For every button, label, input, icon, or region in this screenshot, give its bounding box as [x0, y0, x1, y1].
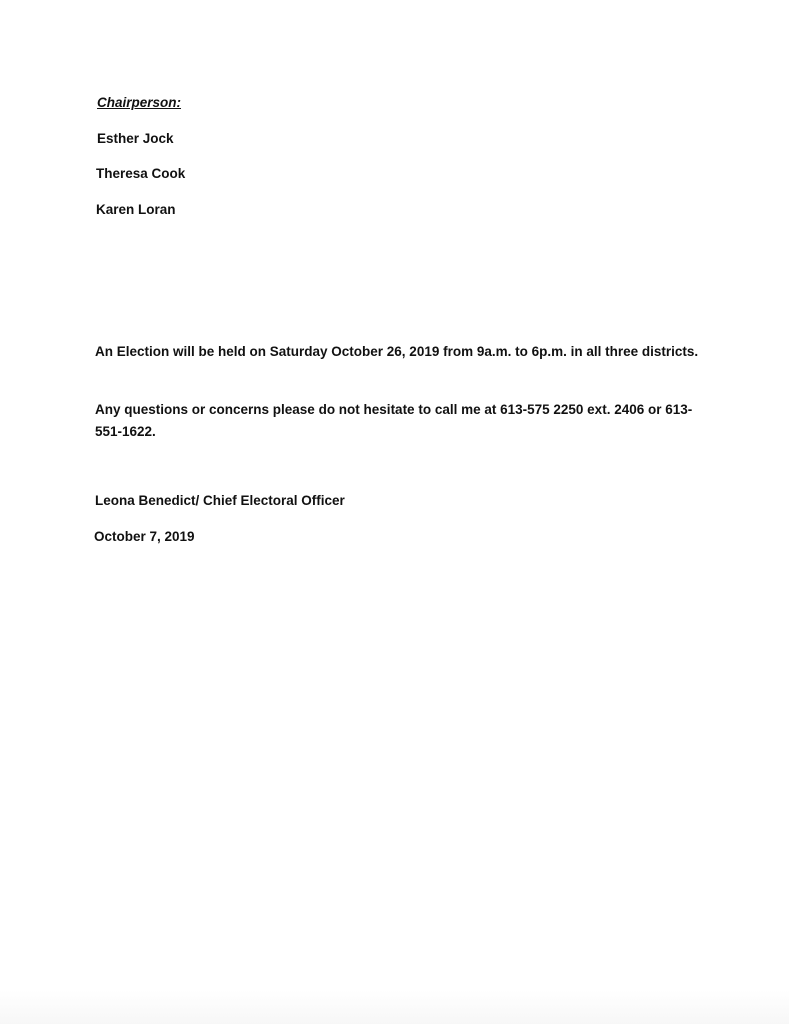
signature-date: October 7, 2019	[94, 529, 195, 544]
page-bottom-shadow	[0, 990, 789, 1024]
chairperson-name-esther-jock: Esther Jock	[97, 131, 174, 146]
contact-paragraph: Any questions or concerns please do not hesitate to call me at 613-575 2250 ext. 2406 or 613-551-1622.	[95, 402, 693, 439]
chairperson-name-theresa-cook: Theresa Cook	[96, 166, 186, 181]
election-notice-paragraph: An Election will be held on Saturday October 26, 2019 from 9a.m. to 6p.m. in all three districts.	[95, 344, 699, 359]
chairperson-heading: Chairperson:	[97, 95, 182, 110]
signature-name-title: Leona Benedict/ Chief Electoral Officer	[95, 493, 345, 508]
chairperson-name-karen-loran: Karen Loran	[96, 202, 176, 217]
